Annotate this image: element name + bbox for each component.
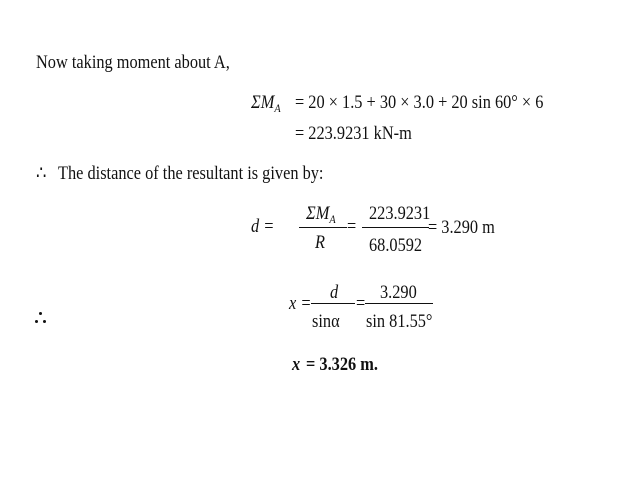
x-frac2-bar	[365, 303, 433, 304]
x-equals: =	[356, 293, 366, 314]
x-frac2-denominator: sin 81.55°	[366, 311, 433, 332]
x-frac1-bar	[311, 303, 355, 304]
intro-text: Now taking moment about A,	[36, 52, 230, 73]
distance-text: The distance of the resultant is given by:	[58, 163, 324, 184]
therefore-dot-top	[39, 312, 42, 315]
d-frac1-numerator: $\Sigma M_A$	[306, 203, 336, 226]
therefore-dot-left	[35, 320, 38, 323]
moment-expression: = 20 × 1.5 + 30 × 3.0 + 20 sin 60° × 6	[295, 92, 544, 113]
final-lhs: x	[292, 354, 301, 375]
x-frac1-numerator: d	[330, 282, 339, 303]
d-equals: =	[347, 216, 357, 237]
d-frac1-denominator: R	[315, 232, 325, 253]
x-lhs: x =	[289, 293, 312, 314]
x-frac1-denominator: sinα	[312, 311, 340, 332]
d-frac2-bar	[362, 227, 429, 228]
therefore-symbol: ∴	[36, 163, 47, 184]
x-frac2-numerator: 3.290	[380, 282, 417, 303]
d-frac2-denominator: 68.0592	[369, 235, 423, 256]
d-frac2-numerator: 223.9231	[369, 203, 431, 224]
moment-lhs: $\Sigma M_A$	[251, 92, 281, 115]
therefore-dot-right	[43, 320, 46, 323]
final-result: = 3.326 m.	[306, 354, 378, 375]
d-lhs: d =	[251, 216, 275, 237]
d-result: = 3.290 m	[428, 217, 495, 238]
moment-result: = 223.9231 kN-m	[295, 123, 412, 144]
d-frac1-bar	[299, 227, 347, 228]
